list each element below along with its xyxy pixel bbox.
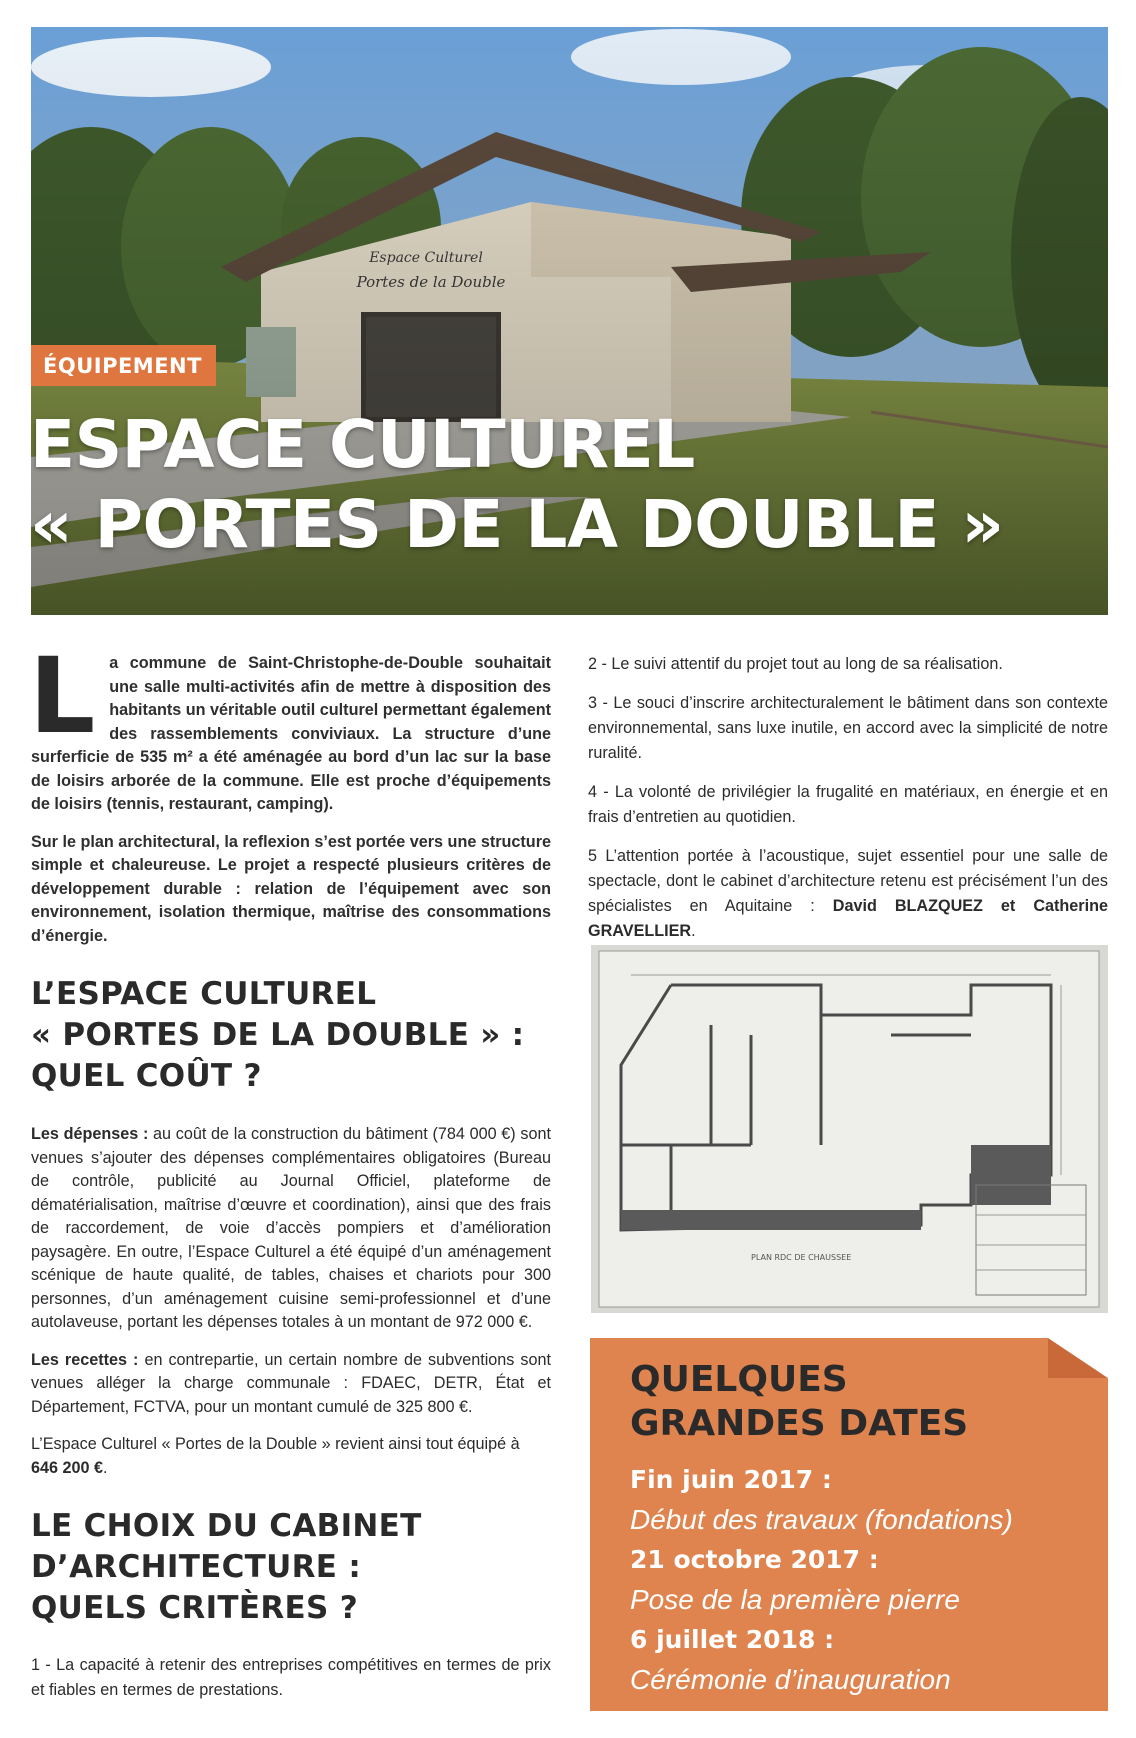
dates-list [630,1460,1013,1700]
criterion-4: 4 - La volonté de privilégier la frugalité en matériaux, en énergie et en frais d’entretien au quotidien. [588,783,1108,826]
intro-text-1: a commune de Saint-Christophe-de-Double souhaitait une salle multi-activités afin de mettre à disposition des habitants un véritable outil culturel permettant également des rassemblements conviviaux. La structure d’une surferficie de 535 m² a été aménagée au bord d’un lac sur la base de loisirs arborée de la commune. Elle est proche d’équipements de loisirs (tennis, restaurant, camping). [31,654,551,813]
dates-heading-line-1: QUELQUES [630,1359,848,1400]
title-line-1: ESPACE CULTUREL [30,406,695,483]
intro [29,635,551,948]
plan-caption: PLAN RDC DE CHAUSSEE [751,1253,852,1262]
depenses-paragraph [31,1123,551,1335]
event-1: Début des travaux (fondations) [630,1504,1013,1535]
event-2: Pose de la première pierre [630,1584,960,1615]
recettes-label: Les recettes : [31,1350,139,1369]
dates-heading-line-2: GRANDES DATES [630,1403,969,1444]
left-column [29,635,552,1703]
criterion-2: 2 - Le suivi attentif du projet tout au long de sa réalisation. [588,655,1003,673]
total-paragraph [31,1433,551,1480]
date-1: Fin juin 2017 : [630,1465,832,1494]
criterion-5-end: . [691,922,696,940]
depenses-text: au coût de la construction du bâtiment (784 000 €) sont venues s’ajouter des dépenses complémentaires obligatoires (Bureau de contrôle, publicité au Journal Officiel, plateforme de dématérialisation, maîtrise d’œuvre et coordination), ainsi que des frais de raccordement, de voie d’accès pompiers et d’amélioration paysagère. En outre, l’Espace Culturel a été équipé d’un aménagement scénique de haute qualité, de tables, chaises et chariots pour 300 personnes, d’un aménagement cuisine semi-professionnel et d’une autolaveuse, portant les dépenses totales à un montant de 972 000 €. [31,1125,551,1331]
cost-heading-line-2: « PORTES DE LA DOUBLE » : [31,1017,525,1053]
choice-heading-line-3: QUELS CRITÈRES ? [31,1590,358,1626]
recettes-text: en contrepartie, un certain nombre de subventions sont venues alléger la charge communale : FDAEC, DETR, État et Département, FCTVA, pour un montant cumulé de 325 800 €. [31,1350,552,1416]
total-end: . [103,1458,108,1477]
total-text: L’Espace Culturel « Portes de la Double » revient ainsi tout équipé à [31,1435,520,1453]
floor-plan-image [591,945,1108,1313]
date-2: 21 octobre 2017 : [630,1545,879,1574]
criterion-5-text: 5 L’attention portée à l’acoustique, sujet essentiel pour une salle de spectacle, dont le cabinet d’architecture retenu est précisément l’un des spécialistes en Aquitaine : [588,847,1108,915]
criterion-5 [588,844,1108,944]
choice-heading-line-2: D’ARCHITECTURE : [31,1549,362,1585]
right-column [588,652,1108,944]
total-value: 646 200 € [31,1458,104,1477]
choice-heading-line-1: LE CHOIX DU CABINET [31,1508,422,1544]
title-line-2: « PORTES DE LA DOUBLE » [30,486,1004,563]
cost-heading-line-1: L’ESPACE CULTUREL [31,976,377,1012]
cost-heading-line-3: QUEL COÛT ? [31,1058,262,1094]
category-tag: ÉQUIPEMENT [31,345,216,386]
cost-heading [31,974,551,1097]
intro-paragraph-1 [29,635,551,817]
intro-paragraph-2: Sur le plan architectural, la reflexion s’est portée vers une structure simple et chaleureuse. Le projet a respecté plusieurs critères de développement durable : relation de l’équipement avec son environnement, isolation thermique, maîtrise des consommations d’énergie. [31,832,551,945]
date-3: 6 juillet 2018 : [630,1625,835,1654]
dropcap: L [29,635,96,757]
event-3: Cérémonie d’inauguration [630,1664,951,1695]
criterion-3: 3 - Le souci d’inscrire architecturalement le bâtiment dans son contexte environnemental, sans luxe inutile, en accord avec la simplicité de notre ruralité. [588,694,1108,762]
key-dates-box [590,1338,1108,1711]
key-dates-heading [630,1358,968,1446]
architect-names: David BLAZQUEZ et Catherine GRAVELLIER [588,897,1108,940]
page-title [30,405,1004,565]
choice-heading [31,1506,551,1629]
criterion-1: 1 - La capacité à retenir des entreprises compétitives en termes de prix et fiables en termes de prestations. [31,1656,551,1699]
recettes-paragraph [31,1349,551,1420]
depenses-label: Les dépenses : [31,1125,149,1143]
